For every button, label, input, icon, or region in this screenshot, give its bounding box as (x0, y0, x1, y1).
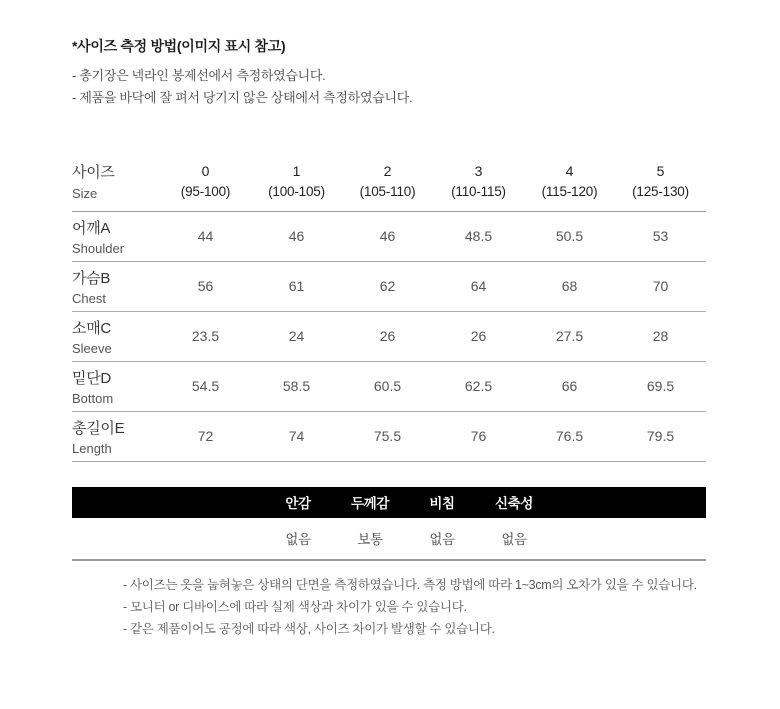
measurement-method-title: *사이즈 측정 방법(이미지 표시 참고) (72, 38, 286, 54)
table-row-length (72, 411, 706, 461)
header-size-label (72, 151, 160, 211)
measurement-note: - 총기장은 넥라인 봉제선에서 측정하였습니다. (72, 68, 326, 83)
size-table-body (72, 211, 706, 461)
row-label (72, 311, 160, 361)
size-value: 62.5 (433, 361, 524, 411)
size-value: 48.5 (433, 211, 524, 261)
header-row (72, 151, 706, 211)
size-range: (95-100) (180, 183, 231, 199)
size-value: 23.5 (160, 311, 251, 361)
size-range: (125-130) (632, 183, 689, 199)
size-value: 70 (615, 261, 706, 311)
size-value: 56 (160, 261, 251, 311)
row-label (72, 411, 160, 461)
header-col-4 (524, 151, 615, 211)
size-value: 46 (342, 211, 433, 261)
table-row-shoulder (72, 211, 706, 261)
row-label-en: Shoulder (72, 240, 125, 256)
size-value: 27.5 (524, 311, 615, 361)
size-value: 76 (433, 411, 524, 461)
size-range: (100-105) (268, 183, 325, 199)
size-value: 61 (251, 261, 342, 311)
size-value: 44 (160, 211, 251, 261)
header-col-1 (251, 151, 342, 211)
size-value: 79.5 (615, 411, 706, 461)
size-number: 0 (201, 162, 210, 179)
row-label-en: Sleeve (72, 340, 112, 356)
size-guide-content (72, 36, 706, 640)
size-value: 72 (160, 411, 251, 461)
table-row-sleeve (72, 311, 706, 361)
size-value: 69.5 (615, 361, 706, 411)
row-label (72, 261, 160, 311)
header-col-5 (615, 151, 706, 211)
fabric-properties-values-row (72, 518, 706, 559)
size-value: 62 (342, 261, 433, 311)
prop-value-stretch: 없음 (501, 532, 527, 547)
size-number: 1 (292, 162, 301, 179)
size-value: 54.5 (160, 361, 251, 411)
header-col-3 (433, 151, 524, 211)
row-label (72, 211, 160, 261)
row-label-ko: 어깨A (72, 219, 111, 237)
size-number: 3 (474, 162, 483, 179)
size-value: 76.5 (524, 411, 615, 461)
footer-note: - 사이즈는 옷을 눕혀놓은 상태의 단면을 측정하였습니다. 측정 방법에 따라 1~3cm의 오차가 있을 수 있습니다. (123, 577, 697, 592)
prop-value-sheerness: 없음 (429, 532, 455, 547)
size-number: 4 (565, 162, 574, 179)
header-size-label-ko: 사이즈 (72, 163, 115, 181)
header-col-0 (160, 151, 251, 211)
size-value: 28 (615, 311, 706, 361)
header-size-label-en: Size (72, 185, 98, 201)
size-range: (105-110) (359, 183, 416, 199)
row-label (72, 361, 160, 411)
size-number: 2 (383, 162, 392, 179)
measurement-note: - 제품을 바닥에 잘 펴서 당기지 않은 상태에서 측정하였습니다. (72, 90, 413, 105)
footer-notes-section (72, 574, 706, 640)
prop-header-thickness: 두께감 (351, 496, 389, 511)
row-label-ko: 총길이E (72, 419, 125, 437)
prop-value-lining: 없음 (285, 532, 311, 547)
size-value: 66 (524, 361, 615, 411)
row-label-en: Bottom (72, 390, 114, 406)
size-value: 50.5 (524, 211, 615, 261)
measurement-method-section (72, 36, 706, 109)
header-col-2 (342, 151, 433, 211)
row-label-ko: 밑단D (72, 369, 111, 387)
size-value: 74 (251, 411, 342, 461)
footer-note: - 같은 제품이어도 공정에 따라 색상, 사이즈 차이가 발생할 수 있습니다. (123, 621, 495, 636)
row-label-ko: 가슴B (72, 269, 111, 287)
size-range: (110-115) (451, 183, 506, 199)
row-label-ko: 소매C (72, 319, 111, 337)
row-label-en: Length (72, 440, 112, 456)
prop-value-thickness: 보통 (357, 532, 383, 547)
fabric-properties-header-bar (72, 487, 706, 518)
size-value: 53 (615, 211, 706, 261)
footer-note: - 모니터 or 디바이스에 따라 실제 색상과 차이가 있을 수 있습니다. (123, 599, 467, 614)
prop-header-stretch: 신축성 (495, 496, 533, 511)
prop-header-lining: 안감 (285, 496, 311, 511)
table-row-chest (72, 261, 706, 311)
size-value: 60.5 (342, 361, 433, 411)
table-row-bottom (72, 361, 706, 411)
size-number: 5 (656, 162, 665, 179)
size-table-header (72, 151, 706, 211)
size-range: (115-120) (541, 183, 598, 199)
size-table (72, 151, 706, 462)
row-label-en: Chest (72, 290, 106, 306)
size-value: 46 (251, 211, 342, 261)
prop-header-sheerness: 비침 (429, 496, 455, 511)
size-value: 58.5 (251, 361, 342, 411)
size-value: 26 (433, 311, 524, 361)
size-value: 24 (251, 311, 342, 361)
size-value: 68 (524, 261, 615, 311)
size-value: 64 (433, 261, 524, 311)
size-value: 26 (342, 311, 433, 361)
size-value: 75.5 (342, 411, 433, 461)
section-divider (72, 559, 706, 561)
